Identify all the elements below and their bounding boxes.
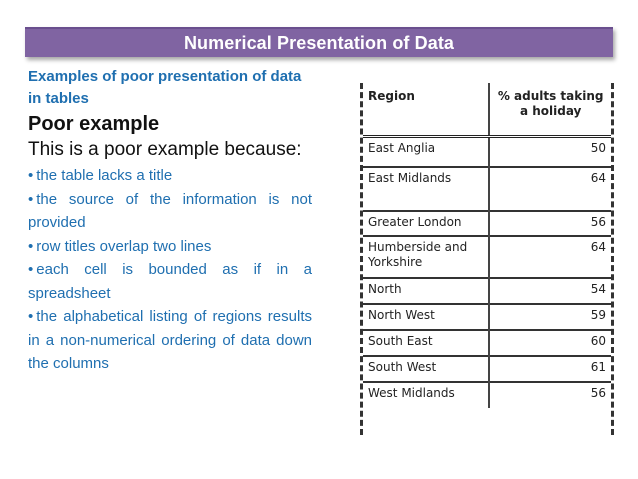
region-cell: South West: [363, 356, 489, 382]
value-cell: 61: [489, 356, 611, 382]
value-cell: 54: [489, 278, 611, 304]
table-row: [363, 137, 611, 167]
reason-item: • the alphabetical listing of regions results in a non-numerical ordering of data down the columns: [28, 308, 312, 372]
reasons-list: [28, 164, 312, 376]
table-row: [363, 236, 611, 278]
region-cell: Humberside and Yorkshire: [363, 236, 489, 278]
region-cell: Greater London: [363, 211, 489, 236]
value-cell: 60: [489, 330, 611, 356]
value-cell: 59: [489, 304, 611, 330]
holiday-table: [363, 83, 611, 408]
intro-text: This is a poor example because:: [28, 139, 302, 160]
table-row: [363, 167, 611, 211]
region-cell: North West: [363, 304, 489, 330]
subheading: Examples of poor presentation of data in tables: [28, 68, 302, 107]
table-row: [363, 211, 611, 236]
bullet-icon: •: [28, 167, 34, 184]
reason-item: • row titles overlap two lines: [28, 237, 212, 255]
reason-item: • the table lacks a title: [28, 167, 173, 184]
bullet-icon: •: [28, 261, 34, 278]
bullet-icon: •: [28, 190, 34, 208]
table-row: [363, 356, 611, 382]
reason-item: • each cell is bounded as if in a spreadsheet: [28, 261, 312, 302]
left-column: [28, 66, 312, 376]
table-row: [363, 304, 611, 330]
value-cell: 56: [489, 211, 611, 236]
value-cell: 56: [489, 382, 611, 408]
value-cell: 50: [489, 137, 611, 167]
example-table: [360, 83, 614, 435]
region-cell: North: [363, 278, 489, 304]
table-row: [363, 330, 611, 356]
table-header-row: [363, 83, 611, 137]
region-cell: East Midlands: [363, 167, 489, 211]
slide-title: Numerical Presentation of Data: [25, 27, 613, 57]
poor-example-heading: Poor example: [28, 113, 160, 135]
value-cell: 64: [489, 167, 611, 211]
table-row: [363, 382, 611, 408]
value-cell: 64: [489, 236, 611, 278]
table-row: [363, 278, 611, 304]
bullet-icon: •: [28, 237, 34, 255]
region-cell: East Anglia: [363, 137, 489, 167]
header-region: Region: [363, 83, 489, 137]
region-cell: South East: [363, 330, 489, 356]
bullet-icon: •: [28, 308, 34, 325]
region-cell: West Midlands: [363, 382, 489, 408]
reason-item: • the source of the information is not provided: [28, 190, 312, 231]
header-percent: % adults taking a holiday: [489, 83, 611, 137]
